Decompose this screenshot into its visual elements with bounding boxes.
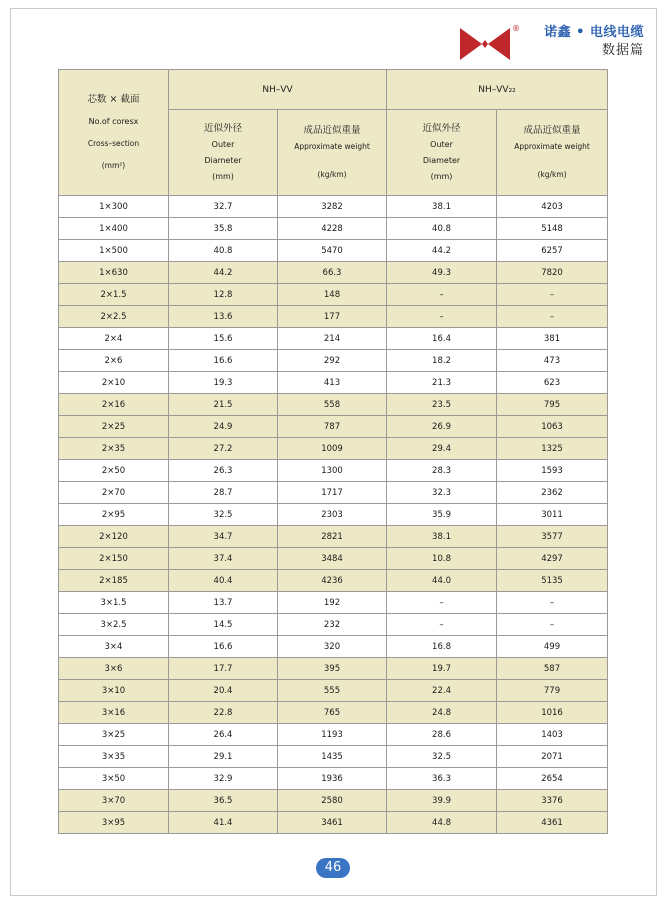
table-row <box>59 768 608 790</box>
cell-nhvv22-weight: 4361 <box>497 812 608 834</box>
cell-cores-section: 1×400 <box>59 218 169 240</box>
table-row <box>59 812 608 834</box>
col-header-od22-cn: 近似外径 <box>422 122 461 134</box>
cell-nhvv22-weight: 2362 <box>497 482 608 504</box>
cell-nhvv-outer-diameter: 44.2 <box>169 262 278 284</box>
cell-nhvv22-weight: 1593 <box>497 460 608 482</box>
table-row <box>59 702 608 724</box>
cell-nhvv-weight: 395 <box>278 658 387 680</box>
cell-nhvv-outer-diameter: 40.8 <box>169 240 278 262</box>
table-row <box>59 284 608 306</box>
cell-nhvv22-weight: 5148 <box>497 218 608 240</box>
cell-nhvv-weight: 1717 <box>278 482 387 504</box>
cell-cores-section: 2×185 <box>59 570 169 592</box>
brand-block <box>524 24 644 60</box>
cell-nhvv22-outer-diameter: 36.3 <box>387 768 497 790</box>
cell-cores-section: 2×1.5 <box>59 284 169 306</box>
cell-nhvv22-outer-diameter: – <box>387 284 497 306</box>
cell-nhvv-weight: 3461 <box>278 812 387 834</box>
table-row <box>59 636 608 658</box>
cell-nhvv-weight: 2580 <box>278 790 387 812</box>
cell-cores-section: 2×16 <box>59 394 169 416</box>
table-row <box>59 416 608 438</box>
cell-nhvv-outer-diameter: 13.7 <box>169 592 278 614</box>
cell-nhvv-outer-diameter: 12.8 <box>169 284 278 306</box>
cell-nhvv-weight: 177 <box>278 306 387 328</box>
corner-header-en1: No.of coresx <box>88 116 139 126</box>
cell-nhvv-weight: 787 <box>278 416 387 438</box>
cell-nhvv-outer-diameter: 28.7 <box>169 482 278 504</box>
table-row <box>59 218 608 240</box>
cell-nhvv22-outer-diameter: 32.5 <box>387 746 497 768</box>
cell-nhvv22-weight: – <box>497 306 608 328</box>
table-row <box>59 372 608 394</box>
cell-nhvv-outer-diameter: 16.6 <box>169 350 278 372</box>
table-row <box>59 548 608 570</box>
col-header-wt-cn: 成品近似重量 <box>303 124 361 136</box>
corner-header <box>59 70 169 196</box>
cell-cores-section: 2×35 <box>59 438 169 460</box>
cell-nhvv22-outer-diameter: 19.7 <box>387 658 497 680</box>
cell-nhvv22-outer-diameter: – <box>387 614 497 636</box>
cell-nhvv22-weight: 499 <box>497 636 608 658</box>
cell-nhvv-weight: 4228 <box>278 218 387 240</box>
section-title: 数据篇 <box>601 43 644 58</box>
cell-cores-section: 3×10 <box>59 680 169 702</box>
cell-nhvv22-outer-diameter: 28.6 <box>387 724 497 746</box>
cell-nhvv22-outer-diameter: 22.4 <box>387 680 497 702</box>
cell-nhvv22-weight: 3376 <box>497 790 608 812</box>
cell-nhvv-outer-diameter: 36.5 <box>169 790 278 812</box>
cell-nhvv-weight: 555 <box>278 680 387 702</box>
cell-nhvv-outer-diameter: 14.5 <box>169 614 278 636</box>
cell-nhvv-outer-diameter: 32.9 <box>169 768 278 790</box>
cell-nhvv-weight: 413 <box>278 372 387 394</box>
cell-nhvv-outer-diameter: 26.3 <box>169 460 278 482</box>
cell-nhvv-weight: 558 <box>278 394 387 416</box>
registered-mark: ® <box>512 24 520 33</box>
cell-cores-section: 1×630 <box>59 262 169 284</box>
table-row <box>59 196 608 218</box>
table-row <box>59 658 608 680</box>
cell-cores-section: 3×50 <box>59 768 169 790</box>
cell-nhvv22-outer-diameter: 21.3 <box>387 372 497 394</box>
cell-nhvv22-weight: 795 <box>497 394 608 416</box>
cell-nhvv22-outer-diameter: – <box>387 306 497 328</box>
table-row <box>59 262 608 284</box>
cell-nhvv-outer-diameter: 16.6 <box>169 636 278 658</box>
cell-cores-section: 3×70 <box>59 790 169 812</box>
cell-nhvv-outer-diameter: 19.3 <box>169 372 278 394</box>
brand-name: 诺鑫 • 电线电缆 <box>544 25 644 40</box>
cell-cores-section: 2×120 <box>59 526 169 548</box>
col-header-wt22-cn: 成品近似重量 <box>523 124 581 136</box>
cell-nhvv-outer-diameter: 13.6 <box>169 306 278 328</box>
col-header-outer-diameter <box>169 110 278 196</box>
cell-nhvv-weight: 2303 <box>278 504 387 526</box>
cell-nhvv-weight: 232 <box>278 614 387 636</box>
cell-cores-section: 2×150 <box>59 548 169 570</box>
cell-nhvv22-weight: 4297 <box>497 548 608 570</box>
cell-nhvv22-outer-diameter: 24.8 <box>387 702 497 724</box>
cell-nhvv22-outer-diameter: 38.1 <box>387 196 497 218</box>
cell-nhvv22-outer-diameter: – <box>387 592 497 614</box>
cell-nhvv-weight: 1193 <box>278 724 387 746</box>
cell-cores-section: 1×500 <box>59 240 169 262</box>
cell-nhvv-weight: 292 <box>278 350 387 372</box>
cell-nhvv22-outer-diameter: 23.5 <box>387 394 497 416</box>
cell-nhvv-outer-diameter: 21.5 <box>169 394 278 416</box>
cell-cores-section: 2×6 <box>59 350 169 372</box>
cell-nhvv22-weight: 5135 <box>497 570 608 592</box>
col-header-wt-en: Approximate weight <box>294 141 370 151</box>
cell-nhvv22-weight: 1325 <box>497 438 608 460</box>
col-header-od-cn: 近似外径 <box>203 122 242 134</box>
cell-nhvv-outer-diameter: 20.4 <box>169 680 278 702</box>
cell-nhvv22-outer-diameter: 16.8 <box>387 636 497 658</box>
col-header-od22-unit: (mm) <box>430 171 453 181</box>
col-header-weight <box>278 110 387 196</box>
cell-cores-section: 3×35 <box>59 746 169 768</box>
cell-nhvv-weight: 148 <box>278 284 387 306</box>
cell-nhvv22-outer-diameter: 18.2 <box>387 350 497 372</box>
table-row <box>59 240 608 262</box>
col-header-od-en1: Outer <box>211 139 235 149</box>
corner-header-cn: 芯数 × 截面 <box>87 93 140 105</box>
cell-cores-section: 3×4 <box>59 636 169 658</box>
cell-nhvv22-outer-diameter: 40.8 <box>387 218 497 240</box>
cell-cores-section: 2×95 <box>59 504 169 526</box>
cell-nhvv22-weight: 4203 <box>497 196 608 218</box>
table-row <box>59 680 608 702</box>
cell-cores-section: 2×10 <box>59 372 169 394</box>
col-header-od-en2: Diameter <box>204 155 242 165</box>
cell-cores-section: 3×2.5 <box>59 614 169 636</box>
cell-nhvv22-outer-diameter: 29.4 <box>387 438 497 460</box>
table-row <box>59 746 608 768</box>
cell-nhvv-outer-diameter: 29.1 <box>169 746 278 768</box>
cell-nhvv22-weight: 779 <box>497 680 608 702</box>
cell-nhvv-outer-diameter: 32.5 <box>169 504 278 526</box>
table-row <box>59 350 608 372</box>
cell-cores-section: 2×4 <box>59 328 169 350</box>
cable-spec-table <box>58 69 608 834</box>
table-row <box>59 570 608 592</box>
cell-cores-section: 1×300 <box>59 196 169 218</box>
cell-nhvv-outer-diameter: 41.4 <box>169 812 278 834</box>
cell-nhvv22-weight: 1403 <box>497 724 608 746</box>
col-header-od-unit: (mm) <box>212 171 234 181</box>
cell-nhvv-weight: 320 <box>278 636 387 658</box>
table-row <box>59 438 608 460</box>
cell-nhvv22-weight: 1016 <box>497 702 608 724</box>
table-row <box>59 482 608 504</box>
cell-nhvv-weight: 3484 <box>278 548 387 570</box>
table-row <box>59 504 608 526</box>
table-row <box>59 394 608 416</box>
cell-cores-section: 3×16 <box>59 702 169 724</box>
cell-nhvv22-weight: 3577 <box>497 526 608 548</box>
cell-nhvv-weight: 765 <box>278 702 387 724</box>
cell-nhvv-weight: 5470 <box>278 240 387 262</box>
cell-nhvv22-weight: 3011 <box>497 504 608 526</box>
cell-nhvv22-weight: 6257 <box>497 240 608 262</box>
cell-nhvv-outer-diameter: 37.4 <box>169 548 278 570</box>
cell-nhvv22-weight: – <box>497 284 608 306</box>
cell-nhvv-weight: 1300 <box>278 460 387 482</box>
page-number: 46 <box>316 858 350 878</box>
col-header-weight-22 <box>497 110 608 196</box>
group-header-nhvv: NH–VV <box>169 70 387 110</box>
cell-nhvv-outer-diameter: 27.2 <box>169 438 278 460</box>
cell-nhvv22-outer-diameter: 49.3 <box>387 262 497 284</box>
col-header-od22-en1: Outer <box>430 139 453 149</box>
cell-nhvv22-weight: 7820 <box>497 262 608 284</box>
cell-nhvv22-weight: 473 <box>497 350 608 372</box>
cell-cores-section: 3×25 <box>59 724 169 746</box>
col-header-outer-diameter-22 <box>387 110 497 196</box>
cell-nhvv-weight: 214 <box>278 328 387 350</box>
cell-nhvv-weight: 4236 <box>278 570 387 592</box>
cell-nhvv22-outer-diameter: 38.1 <box>387 526 497 548</box>
cell-nhvv22-outer-diameter: 28.3 <box>387 460 497 482</box>
cell-nhvv22-weight: – <box>497 614 608 636</box>
cell-nhvv-outer-diameter: 32.7 <box>169 196 278 218</box>
cell-nhvv22-outer-diameter: 16.4 <box>387 328 497 350</box>
cell-cores-section: 3×6 <box>59 658 169 680</box>
cell-nhvv-weight: 1009 <box>278 438 387 460</box>
col-header-wt22-unit: (kg/km) <box>537 169 567 179</box>
cell-nhvv-weight: 3282 <box>278 196 387 218</box>
cell-nhvv-outer-diameter: 26.4 <box>169 724 278 746</box>
cell-nhvv22-weight: 2654 <box>497 768 608 790</box>
cell-nhvv22-outer-diameter: 10.8 <box>387 548 497 570</box>
cell-nhvv22-weight: 587 <box>497 658 608 680</box>
cell-nhvv22-outer-diameter: 44.2 <box>387 240 497 262</box>
cell-nhvv22-weight: 381 <box>497 328 608 350</box>
table-row <box>59 592 608 614</box>
cell-cores-section: 3×1.5 <box>59 592 169 614</box>
cell-nhvv-weight: 66.3 <box>278 262 387 284</box>
cell-nhvv22-outer-diameter: 39.9 <box>387 790 497 812</box>
cell-cores-section: 2×2.5 <box>59 306 169 328</box>
cell-cores-section: 2×70 <box>59 482 169 504</box>
cell-nhvv22-weight: – <box>497 592 608 614</box>
cell-nhvv-outer-diameter: 24.9 <box>169 416 278 438</box>
cell-nhvv22-outer-diameter: 26.9 <box>387 416 497 438</box>
table-body <box>59 196 608 834</box>
brand-logo-icon <box>460 28 510 60</box>
table-row <box>59 328 608 350</box>
table-row <box>59 306 608 328</box>
cell-nhvv-outer-diameter: 15.6 <box>169 328 278 350</box>
table-row <box>59 460 608 482</box>
cell-nhvv22-outer-diameter: 32.3 <box>387 482 497 504</box>
col-header-wt-unit: (kg/km) <box>317 169 347 179</box>
corner-header-unit: (mm²) <box>101 160 126 170</box>
col-header-od22-en2: Diameter <box>422 155 461 165</box>
cell-nhvv-outer-diameter: 17.7 <box>169 658 278 680</box>
cell-nhvv-weight: 2821 <box>278 526 387 548</box>
cell-nhvv-outer-diameter: 40.4 <box>169 570 278 592</box>
cell-nhvv-weight: 1936 <box>278 768 387 790</box>
cell-nhvv22-weight: 1063 <box>497 416 608 438</box>
table-row <box>59 724 608 746</box>
cell-nhvv-outer-diameter: 34.7 <box>169 526 278 548</box>
table-row <box>59 790 608 812</box>
cell-cores-section: 2×50 <box>59 460 169 482</box>
cell-nhvv22-weight: 623 <box>497 372 608 394</box>
cell-nhvv-outer-diameter: 22.8 <box>169 702 278 724</box>
cell-nhvv22-outer-diameter: 44.0 <box>387 570 497 592</box>
table-row <box>59 614 608 636</box>
cell-nhvv22-weight: 2071 <box>497 746 608 768</box>
cell-nhvv22-outer-diameter: 44.8 <box>387 812 497 834</box>
group-header-nhvv22: NH–VV₂₂ <box>387 70 608 110</box>
corner-header-en2: Cross–section <box>87 138 140 148</box>
cell-cores-section: 3×95 <box>59 812 169 834</box>
cell-cores-section: 2×25 <box>59 416 169 438</box>
cell-nhvv22-outer-diameter: 35.9 <box>387 504 497 526</box>
col-header-wt22-en: Approximate weight <box>514 141 590 151</box>
cell-nhvv-weight: 192 <box>278 592 387 614</box>
table-row <box>59 526 608 548</box>
cell-nhvv-weight: 1435 <box>278 746 387 768</box>
cell-nhvv-outer-diameter: 35.8 <box>169 218 278 240</box>
